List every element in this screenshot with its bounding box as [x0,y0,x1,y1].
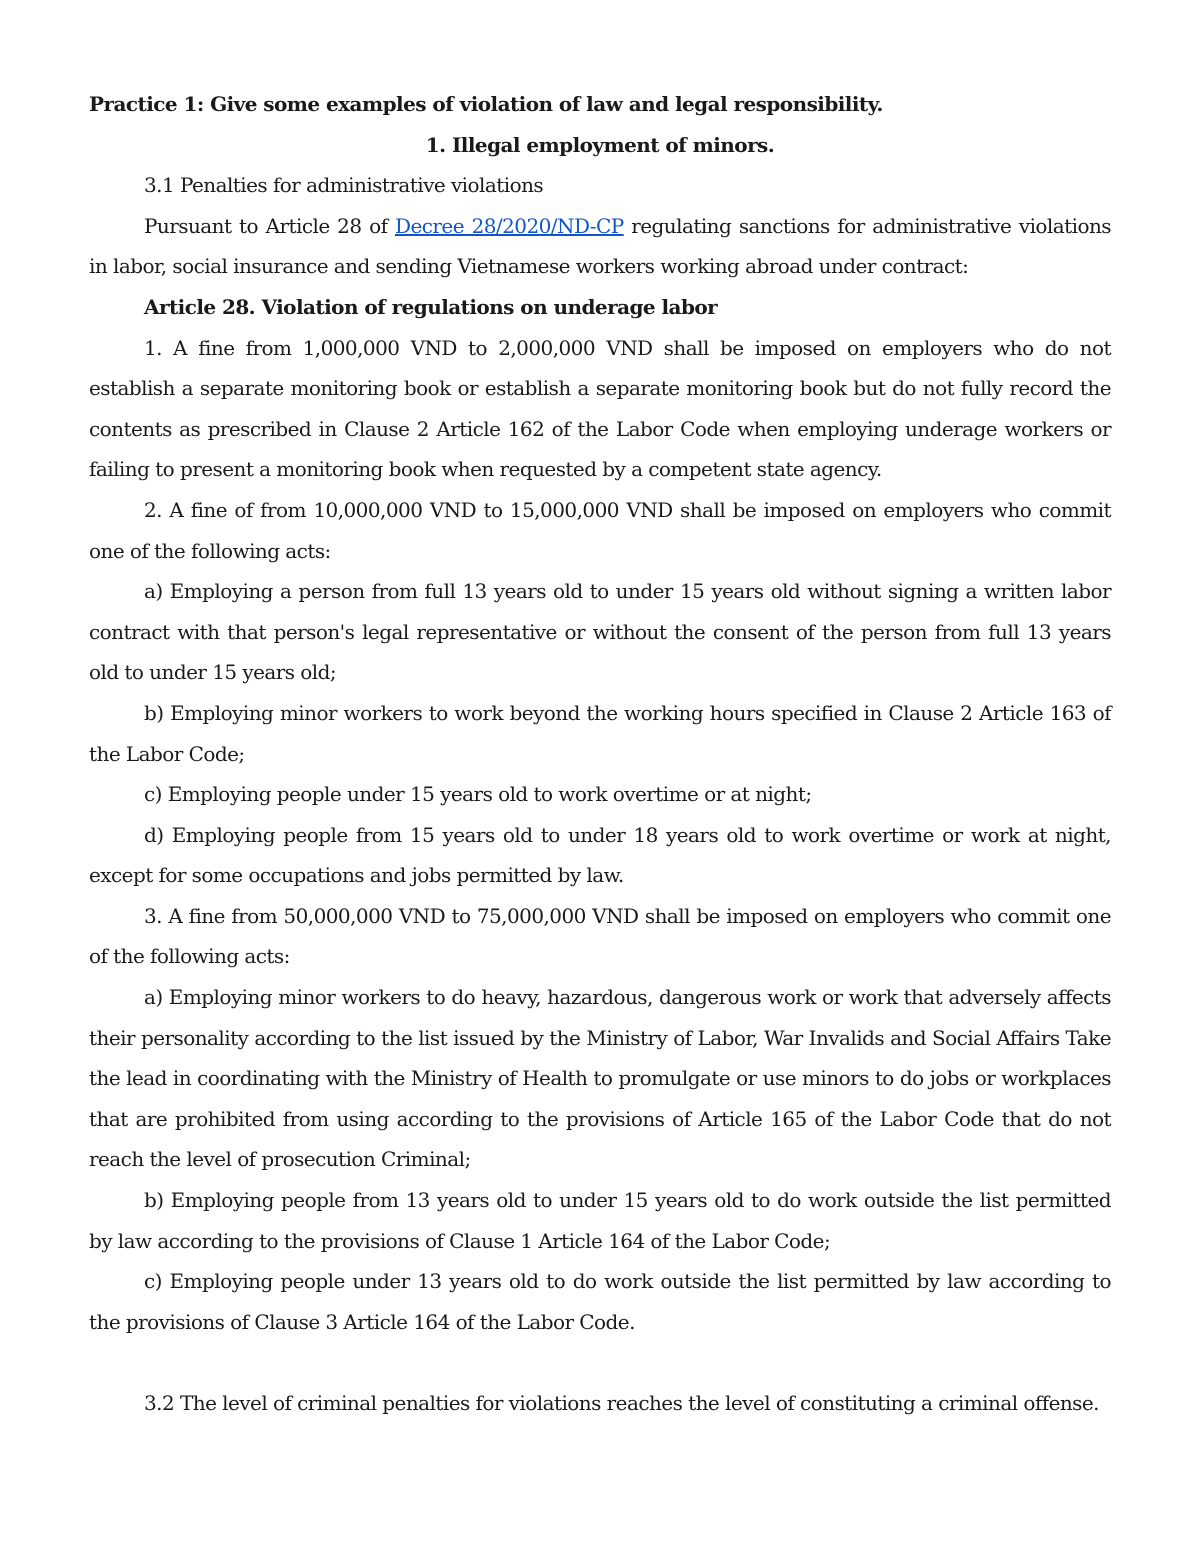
subheading-administrative: 3.1 Penalties for administrative violations [144,173,544,198]
subheading-criminal: 3.2 The level of criminal penalties for violations reaches the level of constituting a criminal offense. [144,1391,1099,1415]
intro-text-before: Pursuant to Article 28 of [144,213,395,238]
article-title: Article 28. Violation of regulations on underage labor [144,294,718,319]
clause-2b: b) Employing minor workers to work beyond the working hours specified in Clause 2 Article 163 of the Labor Code; [89,700,1111,766]
clause-2c: c) Employing people under 15 years old to work overtime or at night; [144,782,812,807]
section-heading: 1. Illegal employment of minors. [425,132,775,157]
intro-text-after: regulating sanctions for administrative violations in labor, social insurance and sending Vietnamese workers working abroad under contract: [89,213,1111,279]
clause-3: 3. A fine from 50,000,000 VND to 75,000,000 VND shall be imposed on employers who commit one of the following acts: [89,903,1111,969]
clause-2: 2. A fine of from 10,000,000 VND to 15,000,000 VND shall be imposed on employers who commit one of the following acts: [89,497,1111,563]
clause-1: 1. A fine from 1,000,000 VND to 2,000,000 VND shall be imposed on employers who do not establish a separate monitoring book or establish a separate monitoring book but do not fully record the contents as prescribed in Clause 2 Article 162 of the Labor Code when employing underage workers or failing to present a monitoring book when requested by a competent state agency. [89,335,1111,482]
document-page [89,84,1111,1424]
intro-paragraph [89,206,1111,287]
clause-2a: a) Employing a person from full 13 years old to under 15 years old without signing a written labor contract with that person's legal representative or without the consent of the person from full 13 years old to under 15 years old; [89,579,1111,685]
clause-3c: c) Employing people under 13 years old to do work outside the list permitted by law according to the provisions of Clause 3 Article 164 of the Labor Code. [89,1269,1111,1334]
decree-link[interactable]: Decree 28/2020/ND-CP [395,213,624,238]
document-title: Practice 1: Give some examples of violation of law and legal responsibility. [89,92,883,116]
blank-line [89,1342,1111,1383]
clause-3a: a) Employing minor workers to do heavy, hazardous, dangerous work or work that adversely affects their personality according to the list issued by the Ministry of Labor, War Invalids and Social Affairs Take the lead in coordinating with the Ministry of Health to promulgate or use minors to do jobs or workplaces that are prohibited from using according to the provisions of Article 165 of the Labor Code that do not reach the level of prosecution Criminal; [89,985,1111,1172]
clause-3b: b) Employing people from 13 years old to under 15 years old to do work outside the list permitted by law according to the provisions of Clause 1 Article 164 of the Labor Code; [89,1188,1111,1253]
clause-2d: d) Employing people from 15 years old to under 18 years old to work overtime or work at night, except for some occupations and jobs permitted by law. [89,822,1111,888]
